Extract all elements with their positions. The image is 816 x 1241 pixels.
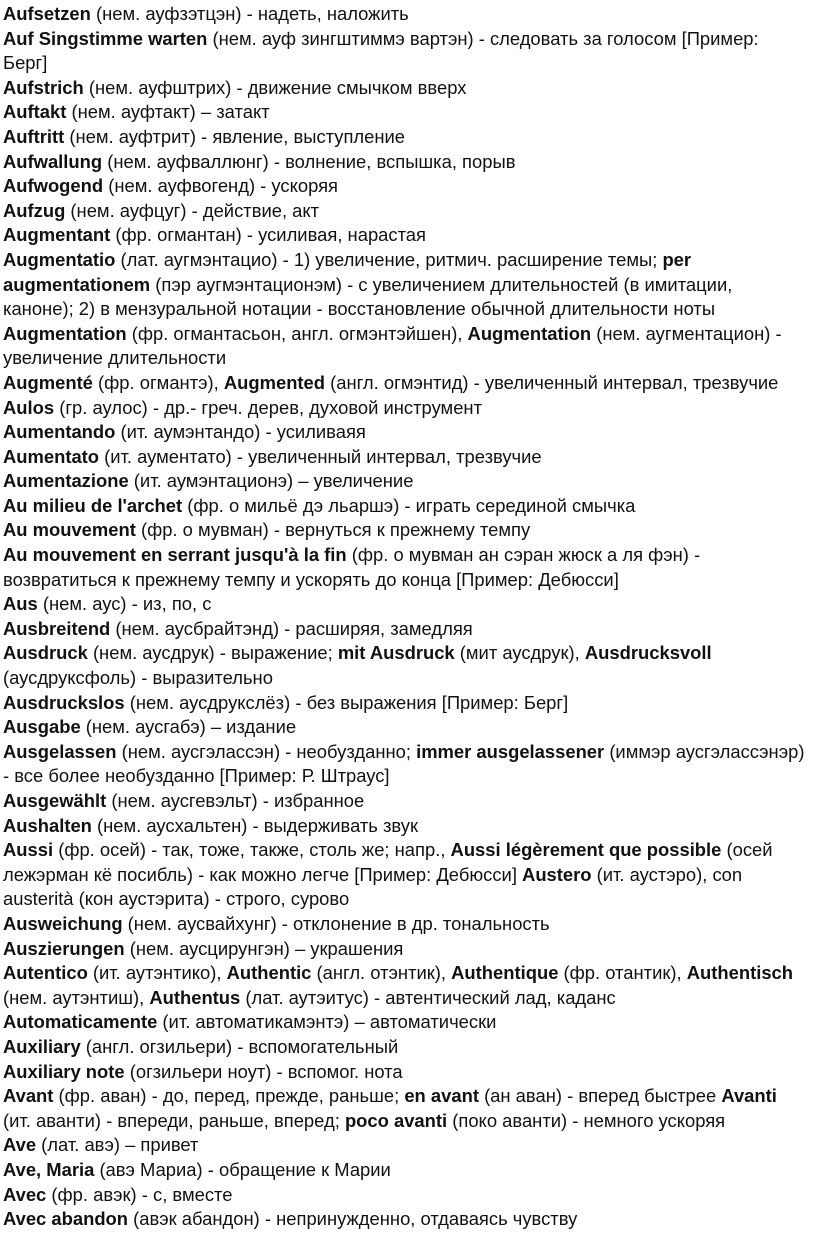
entry-text: (пэр аугмэнтационэм) - с увеличением длительностей (в имитации, каноне); 2) в мензуральной нотации - восстановление обычной длительности ноты <box>3 273 733 320</box>
entry-text: (нем. аусдрук) - выражение; <box>87 642 338 664</box>
entry-text: (нем. ауфцуг) - действие, акт <box>65 199 320 221</box>
entry-text: (фр. аван) - до, перед, прежде, раньше; <box>53 1085 405 1107</box>
entry-term: Avant <box>3 1085 54 1107</box>
entry-term: Authentique <box>451 962 559 984</box>
entry-term: Auf Singstimme warten <box>3 27 208 49</box>
entry-term: Ausdruck <box>3 642 88 664</box>
dictionary-entry <box>3 1035 808 1060</box>
dictionary-entry <box>3 518 808 543</box>
dictionary-entry <box>3 592 808 617</box>
entry-text: (фр. о мувман ан сэран жюск а ля фэн) - возвратиться к прежнему темпу и ускорять до конца [Пример: Дебюсси] <box>3 544 701 590</box>
entry-term: Autentico <box>3 962 88 984</box>
dictionary-entry <box>3 371 808 396</box>
dictionary-entry <box>3 150 808 175</box>
dictionary-entry <box>3 1207 808 1232</box>
dictionary-entry <box>3 617 808 642</box>
entry-text: (нем. ауфзэтцэн) - надеть, наложить <box>90 3 409 24</box>
dictionary-entry <box>3 937 808 962</box>
entry-text: (ит. аванти) - впереди, раньше, вперед; <box>3 1109 345 1131</box>
dictionary-entry <box>3 322 808 371</box>
entry-term: Aus <box>3 593 38 615</box>
entry-text: (ит. аумэнтандо) - усиливаяя <box>115 421 366 443</box>
entry-text: (ан аван) - вперед быстрее <box>478 1085 722 1107</box>
entry-term: Aumentato <box>3 445 100 467</box>
dictionary-entry <box>3 789 808 814</box>
entry-text: (фр. огмантан) - усиливая, нарастая <box>110 224 426 246</box>
entry-term: Austero <box>522 863 592 885</box>
entry-text: (иммэр аусгэлассэнэр) - все более необузданно [Пример: Р. Штраус] <box>3 740 805 787</box>
entry-text: (нем. ауфвогенд) - ускоряя <box>103 175 339 197</box>
entry-text: (нем. аутэнтиш), <box>3 986 150 1008</box>
entry-text: (авэк абандон) - непринужденно, отдаваясь чувству <box>128 1208 578 1230</box>
dictionary-entry <box>3 445 808 470</box>
entry-term: poco avanti <box>344 1109 448 1131</box>
entry-text: (нем. ауфштрих) - движение смычком вверх <box>83 76 467 98</box>
entry-text: (нем. аусгевэльт) - избранное <box>106 790 365 811</box>
dictionary-entry <box>3 396 808 421</box>
dictionary-entry <box>3 641 808 690</box>
entry-text: (авэ Мариа) - обращение к Марии <box>94 1158 391 1180</box>
entry-term: Ausgabe <box>3 716 81 738</box>
entry-text: (нем. аусцирунгэн) – украшения <box>124 937 404 959</box>
entry-text: (нем. аугментацион) - увеличение длительности <box>3 322 782 369</box>
entry-term: Aufwogend <box>3 175 104 197</box>
dictionary-entry <box>3 76 808 101</box>
dictionary-entry <box>3 100 808 125</box>
dictionary-entry <box>3 838 808 912</box>
entry-text: (фр. о мильё дэ льаршэ) - играть серединой смычка <box>182 494 636 516</box>
entry-term: Aushalten <box>3 814 92 836</box>
entry-text: (фр. огмантэ), <box>92 371 224 393</box>
entry-term: Automaticamente <box>3 1011 158 1033</box>
entry-text: (фр. отантик), <box>558 962 687 984</box>
entry-term: Aulos <box>3 396 55 418</box>
dictionary-entry <box>3 1183 808 1208</box>
entry-text: (огзильери ноут) - вспомог. нота <box>124 1060 403 1082</box>
entry-term: mit Ausdruck <box>337 642 455 664</box>
entry-text: (нем. аусгэлассэн) - необузданно; <box>116 740 417 762</box>
entry-term: Avec <box>3 1183 47 1205</box>
dictionary-entry <box>3 740 808 789</box>
dictionary-entry <box>3 1060 808 1085</box>
entry-term: Augmented <box>223 371 326 393</box>
entry-text: (ит. аумэнтационэ) – увеличение <box>128 470 414 492</box>
dictionary-entry <box>3 1010 808 1035</box>
entry-text: (нем. аус) - из, по, с <box>37 593 212 615</box>
entry-text: (гр. аулос) - др.- греч. дерев, духовой инструмент <box>54 396 483 418</box>
dictionary-entry <box>3 961 808 1010</box>
entry-text: (нем. ауфтакт) – затакт <box>66 101 270 123</box>
entry-term: Augmentation <box>3 322 127 344</box>
entry-term: Aufstrich <box>3 76 84 98</box>
dictionary-entry <box>3 27 808 76</box>
entry-text: (ит. аустэро), con austerità (кон аустэрита) - строго, сурово <box>3 863 743 910</box>
entry-text: (нем. ауфтрит) - явление, выступление <box>64 125 406 147</box>
entry-term: Ave, Maria <box>3 1158 95 1180</box>
entry-term: Augmentatio <box>3 248 116 270</box>
entry-term: Augmentant <box>3 224 111 246</box>
entry-text: (англ. огзильери) - вспомогательный <box>80 1035 399 1057</box>
entry-text: (ит. автоматикамэнтэ) – автоматически <box>157 1011 497 1033</box>
dictionary-entry <box>3 691 808 716</box>
entry-term: Ausdrucksvoll <box>584 642 712 664</box>
entry-term: Authentisch <box>686 962 794 984</box>
entry-text: (лат. аугмэнтацио) - 1) увеличение, ритмич. расширение темы; <box>115 248 663 270</box>
entry-term: Ausgelassen <box>3 740 117 762</box>
dictionary-entry <box>3 469 808 494</box>
dictionary-entry <box>3 715 808 740</box>
entry-term: Aufsetzen <box>3 3 91 24</box>
entry-text: (осей лежэрман кё посибль) - как можно легче [Пример: Дебюсси] <box>3 839 773 885</box>
dictionary-entry <box>3 1133 808 1158</box>
entry-term: Aussi <box>3 839 54 861</box>
entry-term: Au milieu de l'archet <box>3 494 183 516</box>
dictionary-entry <box>3 494 808 519</box>
dictionary-entry <box>3 125 808 150</box>
entry-text: (лат. авэ) – привет <box>36 1134 199 1156</box>
entry-term: Augmentation <box>467 322 592 344</box>
entry-text: (аусдруксфоль) - выразительно <box>3 667 273 689</box>
entry-term: per augmentationem <box>3 248 692 295</box>
entry-term: Auftritt <box>3 125 65 147</box>
dictionary-entry <box>3 223 808 248</box>
entry-term: Ave <box>3 1134 37 1156</box>
dictionary-entry <box>3 814 808 839</box>
entry-term: Au mouvement <box>3 519 136 541</box>
entry-term: Aufzug <box>3 199 66 221</box>
entry-text: (фр. о мувман) - вернуться к прежнему темпу <box>135 519 531 541</box>
entry-term: Avanti <box>721 1085 777 1107</box>
entry-term: Auszierungen <box>3 937 125 959</box>
dictionary-entry <box>3 420 808 445</box>
entry-term: Aussi légèrement que possible <box>450 839 722 861</box>
entry-text: (нем. ауфваллюнг) - волнение, вспышка, порыв <box>102 150 516 172</box>
entry-term: Ausbreitend <box>3 617 111 639</box>
entry-text: (фр. огмантасьон, англ. огмэнтэйшен), <box>126 322 468 344</box>
dictionary-entry <box>3 248 808 322</box>
entry-text: (ит. аутэнтико), <box>87 962 227 984</box>
entry-term: Aumentazione <box>3 470 129 492</box>
entry-text: (фр. осей) - так, тоже, также, столь же; напр., <box>53 839 451 861</box>
entry-term: Authentus <box>149 986 241 1008</box>
entry-text: (англ. огмэнтид) - увеличенный интервал, трезвучие <box>325 371 779 393</box>
entry-term: Ausgewählt <box>3 790 107 811</box>
entry-term: Auftakt <box>3 101 67 123</box>
entry-term: en avant <box>404 1085 479 1107</box>
entry-term: Auxiliary <box>3 1035 81 1057</box>
dictionary-entry <box>3 199 808 224</box>
entry-term: Ausdruckslos <box>3 691 125 713</box>
entry-text: (нем. ауф зингштиммэ вартэн) - следовать за голосом [Пример: Берг] <box>3 27 759 74</box>
dictionary-entry <box>3 912 808 937</box>
dictionary-entry <box>3 174 808 199</box>
entry-text: (лат. аутэитус) - автентический лад, каданс <box>240 986 616 1008</box>
entry-term: Aufwallung <box>3 150 103 172</box>
entry-text: (мит аусдрук), <box>454 642 585 664</box>
dictionary-entry <box>3 543 808 592</box>
entry-text: (нем. аусхальтен) - выдерживать звук <box>91 814 419 836</box>
entry-text: (нем. аусбрайтэнд) - расширяя, замедляя <box>110 617 473 639</box>
dictionary-entry <box>3 2 808 27</box>
entry-term: Aumentando <box>3 421 116 443</box>
entry-text: (нем. аусвайхунг) - отклонение в др. тональность <box>122 912 550 934</box>
entry-term: Auxiliary note <box>3 1060 125 1082</box>
entry-term: Avec abandon <box>3 1208 129 1230</box>
entry-term: immer ausgelassener <box>416 740 605 762</box>
entry-text: (фр. авэк) - с, вместе <box>46 1183 233 1205</box>
dictionary-entry <box>3 1158 808 1183</box>
entry-text: (нем. аусдрукслёз) - без выражения [Пример: Берг] <box>124 691 569 713</box>
entry-text: (поко аванти) - немного ускоряя <box>447 1109 726 1131</box>
entry-term: Augmenté <box>3 371 93 393</box>
entry-text: (ит. аументато) - увеличенный интервал, трезвучие <box>99 445 542 467</box>
entry-text: (нем. аусгабэ) – издание <box>80 716 297 738</box>
dictionary-entry <box>3 1084 808 1133</box>
entry-term: Au mouvement en serrant jusqu'à la fin <box>3 544 347 566</box>
entry-term: Authentic <box>226 962 312 984</box>
entry-term: Ausweichung <box>3 912 123 934</box>
entry-text: (англ. отэнтик), <box>311 962 452 984</box>
